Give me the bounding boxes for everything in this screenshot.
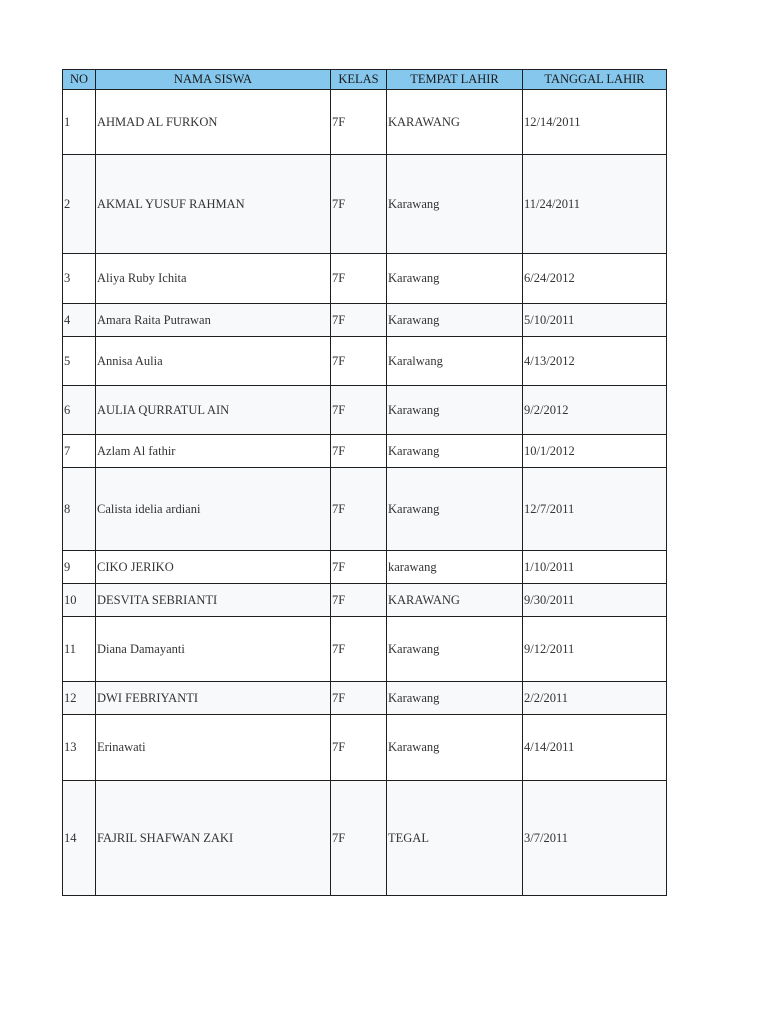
- cell-tempat-lahir: KARAWANG: [387, 584, 523, 617]
- header-row: [63, 70, 667, 90]
- cell-nama-siswa: Amara Raita Putrawan: [96, 304, 331, 337]
- cell-nama-siswa: Diana Damayanti: [96, 617, 331, 682]
- cell-no: 8: [63, 468, 96, 551]
- cell-nama-siswa: Erinawati: [96, 715, 331, 781]
- cell-no: 7: [63, 435, 96, 468]
- header-no: NO: [63, 70, 96, 90]
- cell-tanggal-lahir: 10/1/2012: [523, 435, 667, 468]
- header-tanggal-lahir: TANGGAL LAHIR: [523, 70, 667, 90]
- cell-no: 10: [63, 584, 96, 617]
- cell-tempat-lahir: Karawang: [387, 715, 523, 781]
- header-nama-siswa: NAMA SISWA: [96, 70, 331, 90]
- cell-tempat-lahir: Karawang: [387, 682, 523, 715]
- table-row: [63, 337, 667, 386]
- table-row: [63, 617, 667, 682]
- cell-tanggal-lahir: 4/14/2011: [523, 715, 667, 781]
- table-row: [63, 584, 667, 617]
- cell-kelas: 7F: [331, 435, 387, 468]
- cell-nama-siswa: AHMAD AL FURKON: [96, 90, 331, 155]
- table-row: [63, 781, 667, 896]
- cell-kelas: 7F: [331, 551, 387, 584]
- cell-nama-siswa: AKMAL YUSUF RAHMAN: [96, 155, 331, 254]
- cell-no: 3: [63, 254, 96, 304]
- cell-no: 2: [63, 155, 96, 254]
- cell-tanggal-lahir: 5/10/2011: [523, 304, 667, 337]
- cell-kelas: 7F: [331, 468, 387, 551]
- table-row: [63, 254, 667, 304]
- student-table: [62, 69, 667, 896]
- cell-no: 14: [63, 781, 96, 896]
- cell-kelas: 7F: [331, 155, 387, 254]
- cell-nama-siswa: DESVITA SEBRIANTI: [96, 584, 331, 617]
- cell-nama-siswa: Azlam Al fathir: [96, 435, 331, 468]
- cell-no: 6: [63, 386, 96, 435]
- table-row: [63, 682, 667, 715]
- cell-kelas: 7F: [331, 304, 387, 337]
- cell-no: 13: [63, 715, 96, 781]
- cell-kelas: 7F: [331, 617, 387, 682]
- cell-no: 4: [63, 304, 96, 337]
- cell-tanggal-lahir: 12/14/2011: [523, 90, 667, 155]
- cell-kelas: 7F: [331, 584, 387, 617]
- cell-tanggal-lahir: 3/7/2011: [523, 781, 667, 896]
- cell-tempat-lahir: Karawang: [387, 254, 523, 304]
- cell-kelas: 7F: [331, 254, 387, 304]
- cell-tempat-lahir: Karawang: [387, 386, 523, 435]
- table-row: [63, 468, 667, 551]
- cell-kelas: 7F: [331, 781, 387, 896]
- cell-tanggal-lahir: 2/2/2011: [523, 682, 667, 715]
- table-row: [63, 90, 667, 155]
- cell-tempat-lahir: Karawang: [387, 435, 523, 468]
- cell-kelas: 7F: [331, 90, 387, 155]
- table-row: [63, 435, 667, 468]
- cell-tanggal-lahir: 9/12/2011: [523, 617, 667, 682]
- cell-no: 1: [63, 90, 96, 155]
- table-row: [63, 715, 667, 781]
- table-row: [63, 155, 667, 254]
- table-row: [63, 304, 667, 337]
- header-kelas: KELAS: [331, 70, 387, 90]
- cell-tanggal-lahir: 1/10/2011: [523, 551, 667, 584]
- cell-nama-siswa: DWI FEBRIYANTI: [96, 682, 331, 715]
- cell-no: 5: [63, 337, 96, 386]
- cell-tempat-lahir: Karawang: [387, 155, 523, 254]
- cell-nama-siswa: Calista idelia ardiani: [96, 468, 331, 551]
- cell-tempat-lahir: KARAWANG: [387, 90, 523, 155]
- table-row: [63, 386, 667, 435]
- cell-kelas: 7F: [331, 715, 387, 781]
- cell-tempat-lahir: Karalwang: [387, 337, 523, 386]
- cell-tempat-lahir: karawang: [387, 551, 523, 584]
- cell-tanggal-lahir: 6/24/2012: [523, 254, 667, 304]
- cell-no: 11: [63, 617, 96, 682]
- cell-kelas: 7F: [331, 337, 387, 386]
- cell-no: 9: [63, 551, 96, 584]
- cell-tempat-lahir: Karawang: [387, 617, 523, 682]
- cell-tanggal-lahir: 12/7/2011: [523, 468, 667, 551]
- cell-tempat-lahir: TEGAL: [387, 781, 523, 896]
- cell-tanggal-lahir: 4/13/2012: [523, 337, 667, 386]
- cell-tanggal-lahir: 11/24/2011: [523, 155, 667, 254]
- cell-nama-siswa: CIKO JERIKO: [96, 551, 331, 584]
- cell-nama-siswa: Aliya Ruby Ichita: [96, 254, 331, 304]
- cell-nama-siswa: FAJRIL SHAFWAN ZAKI: [96, 781, 331, 896]
- cell-tempat-lahir: Karawang: [387, 468, 523, 551]
- cell-tanggal-lahir: 9/30/2011: [523, 584, 667, 617]
- cell-tempat-lahir: Karawang: [387, 304, 523, 337]
- cell-tanggal-lahir: 9/2/2012: [523, 386, 667, 435]
- header-tempat-lahir: TEMPAT LAHIR: [387, 70, 523, 90]
- cell-kelas: 7F: [331, 682, 387, 715]
- cell-nama-siswa: AULIA QURRATUL AIN: [96, 386, 331, 435]
- table-row: [63, 551, 667, 584]
- cell-kelas: 7F: [331, 386, 387, 435]
- cell-nama-siswa: Annisa Aulia: [96, 337, 331, 386]
- cell-no: 12: [63, 682, 96, 715]
